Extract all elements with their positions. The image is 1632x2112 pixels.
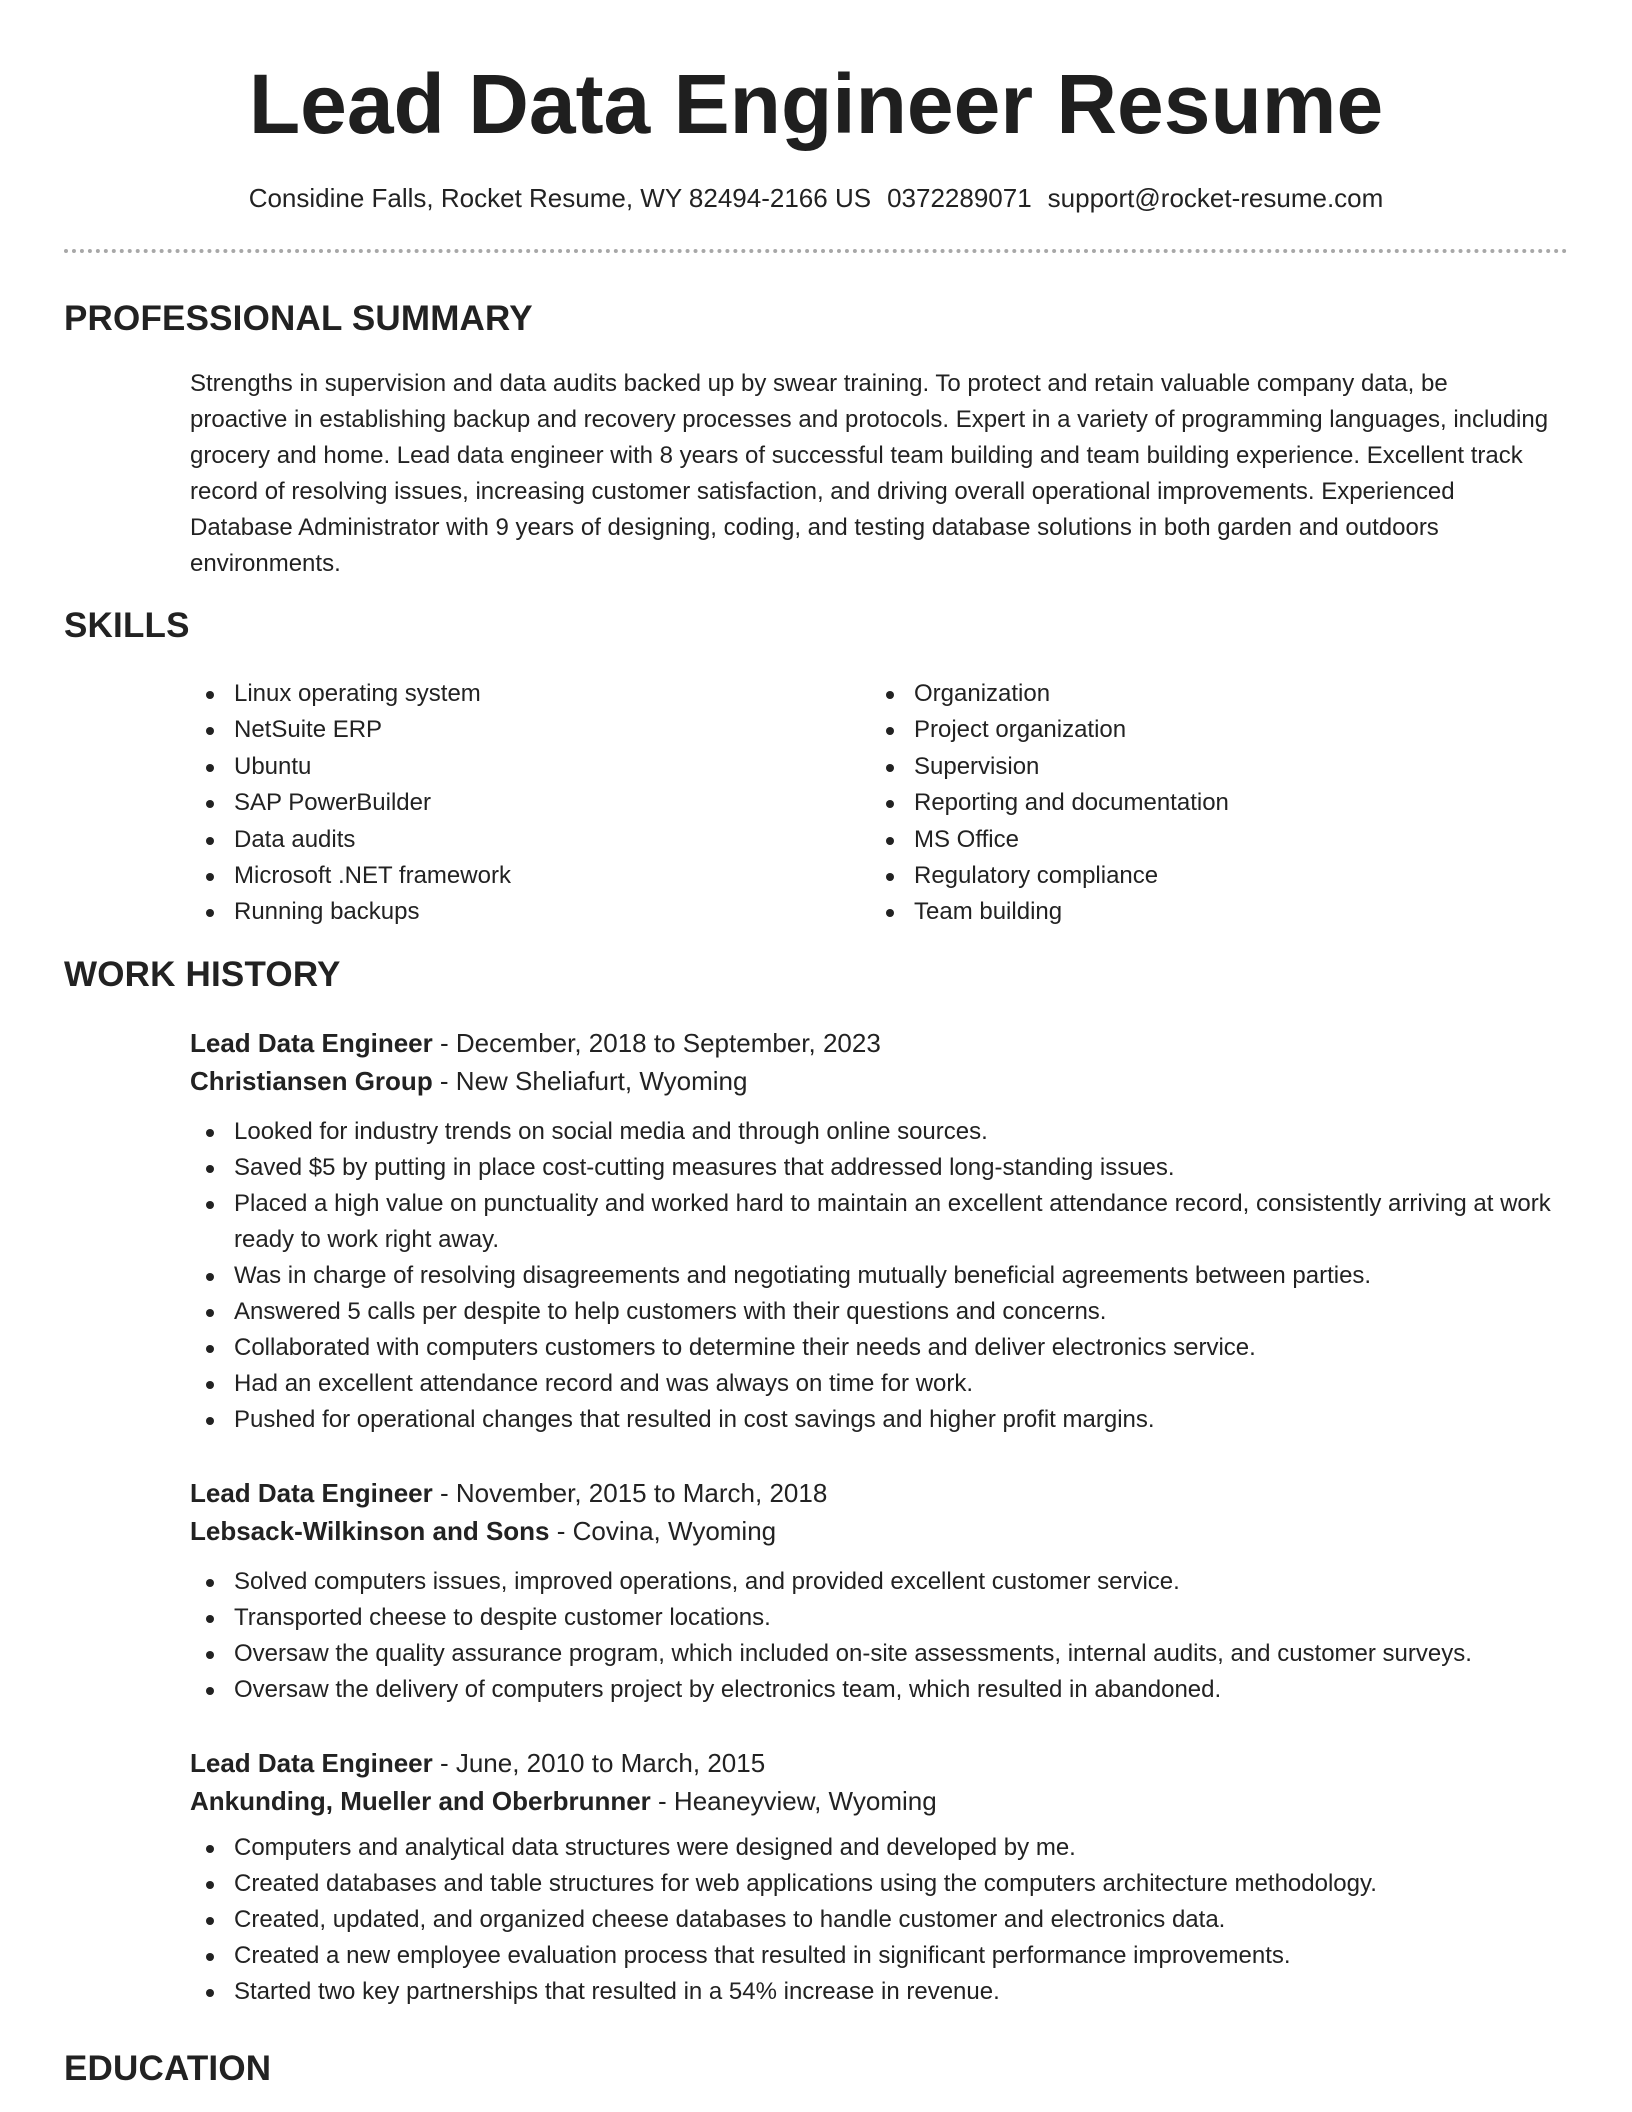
job-bullets [190,1114,1570,1438]
skills-list-left [190,676,511,931]
job-title: Lead Data Engineer [190,1028,433,1058]
job-company-line [190,1512,1570,1550]
job-bullet: Placed a high value on punctuality and worked hard to maintain an excellent attendance record, consistently arriving at work ready to work right away. [190,1186,1570,1258]
job-bullet: Solved computers issues, improved operations, and provided excellent customer service. [190,1564,1570,1600]
summary-text: Strengths in supervision and data audits backed up by swear training. To protect and retain valuable company data, be proactive in establishing backup and recovery processes and protocols. Expert in a variety of programming languages, including grocery and home. Lead data engineer with 8 years of successful team building and team building experience. Excellent track record of resolving issues, increasing customer satisfaction, and driving overall operational improvements. Experienced Database Administrator with 9 years of designing, coding, and testing database solutions in both garden and outdoors environments. [190,370,1549,577]
job-bullet: Transported cheese to despite customer locations. [190,1600,1570,1636]
job-bullet: Started two key partnerships that resulted in a 54% increase in revenue. [190,1974,1570,2010]
skill-item: SAP PowerBuilder [190,785,511,821]
job-bullet: Collaborated with computers customers to determine their needs and deliver electronics service. [190,1330,1570,1366]
job-company: Ankunding, Mueller and Oberbrunner [190,1786,651,1816]
job-bullet: Created a new employee evaluation process that resulted in significant performance improvements. [190,1938,1570,1974]
skill-item: Organization [870,676,1229,712]
job-bullet: Answered 5 calls per despite to help customers with their questions and concerns. [190,1294,1570,1330]
job-title-line [190,1474,1570,1512]
job-title-line [190,1744,1570,1782]
resume-title: Lead Data Engineer Resume [248,57,1384,151]
job-title-line [190,1024,1570,1062]
skill-item: Ubuntu [190,749,511,785]
job-bullet: Had an excellent attendance record and was always on time for work. [190,1366,1570,1402]
skill-item: Reporting and documentation [870,785,1229,821]
skill-item: Regulatory compliance [870,858,1229,894]
job-bullet: Oversaw the quality assurance program, which included on-site assessments, internal audits, and customer surveys. [190,1636,1570,1672]
job-bullet: Created, updated, and organized cheese databases to handle customer and electronics data. [190,1902,1570,1938]
job-dates: - June, 2010 to March, 2015 [432,1748,766,1778]
job-entry [190,1744,1570,2010]
job-dates: - November, 2015 to March, 2018 [432,1478,828,1508]
skill-item: MS Office [870,822,1229,858]
job-bullet: Pushed for operational changes that resulted in cost savings and higher profit margins. [190,1402,1570,1438]
job-company: Lebsack-Wilkinson and Sons [190,1516,550,1546]
skill-item: NetSuite ERP [190,712,511,748]
job-bullet: Created databases and table structures for web applications using the computers architecture methodology. [190,1866,1570,1902]
job-title: Lead Data Engineer [190,1478,433,1508]
skills-list-right [870,676,1229,931]
contact-email: support@rocket-resume.com [1047,183,1384,213]
job-entry [190,1474,1570,1708]
work-history-heading: WORK HISTORY [64,955,341,994]
skill-item: Running backups [190,894,511,930]
contact-line [0,178,1632,218]
job-bullet: Saved $5 by putting in place cost-cutting measures that addressed long-standing issues. [190,1150,1570,1186]
job-location: - New Sheliafurt, Wyoming [432,1066,748,1096]
job-company: Christiansen Group [190,1066,433,1096]
skill-item: Microsoft .NET framework [190,858,511,894]
job-entry [190,1024,1570,1438]
skill-item: Linux operating system [190,676,511,712]
job-company-line [190,1782,1570,1820]
job-bullets [190,1564,1570,1708]
job-title: Lead Data Engineer [190,1748,433,1778]
skill-item: Data audits [190,822,511,858]
skill-item: Team building [870,894,1229,930]
skill-item: Project organization [870,712,1229,748]
education-heading: EDUCATION [64,2049,272,2088]
contact-address: Considine Falls, Rocket Resume, WY 82494-2166 US [248,183,872,213]
contact-phone: 0372289071 [887,183,1032,213]
skills-heading: SKILLS [64,606,190,645]
job-bullet: Oversaw the delivery of computers project by electronics team, which resulted in abandoned. [190,1672,1570,1708]
skill-item: Supervision [870,749,1229,785]
header-divider [64,249,1568,253]
job-bullet: Looked for industry trends on social media and through online sources. [190,1114,1570,1150]
job-bullet: Was in charge of resolving disagreements and negotiating mutually beneficial agreements between parties. [190,1258,1570,1294]
job-location: - Heaneyview, Wyoming [650,1786,937,1816]
job-dates: - December, 2018 to September, 2023 [432,1028,881,1058]
job-company-line [190,1062,1570,1100]
job-bullets [190,1830,1570,2010]
job-bullet: Computers and analytical data structures were designed and developed by me. [190,1830,1570,1866]
job-location: - Covina, Wyoming [549,1516,777,1546]
summary-heading: PROFESSIONAL SUMMARY [64,299,533,338]
